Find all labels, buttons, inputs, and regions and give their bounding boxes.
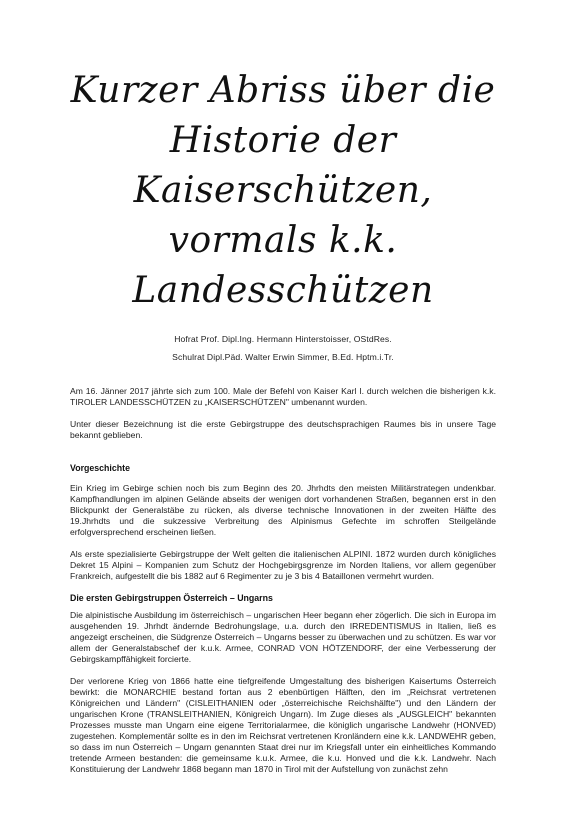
- body-paragraph: Ein Krieg im Gebirge schien noch bis zum Beginn des 20. Jhrhdts den meisten Militärstrategen undenkbar. Kampfhandlungen im alpinen Gelände abseits der wenigen dort vorhandenen Straßen, begannen erst in den Blickpunkt der Generalstäbe zu rücken, als diverse technische Innovationen in der zweiten Hälfte des 19.Jhrhdts und die sukzessive Verbreitung des Alpinismus Gefechte im schroffen Steilgelände erfolgversprechend erscheinen ließen.: [70, 483, 496, 537]
- body-paragraph: Der verlorene Krieg von 1866 hatte eine tiefgreifende Umgestaltung des bisherigen Kaisertums Österreich bewirkt: die MONARCHIE bestand fortan aus 2 ebenbürtigen Hälften, den im „Reichsrat vertretenen Königreichen und Ländern" (CISLEITHANIEN oder „österreichische Reichshälfte") und den Ländern der ungarischen Krone (TRANSLEITHANIEN, Königreich Ungarn). Im Zuge dieses als „AUSGLEICH" bekannten Prozesses musste man Ungarn eine eigene Territorialarmee, die königlich ungarische Landwehr (HONVED) zugestehen. Komplementär sollte es in den im Reichsrat vertretenen Kronländern eine k.k. LANDWEHR geben, so dass im nun Österreich – Ungarn genannten Staat drei nur im Kriegsfall unter ein einheitliches Kommando tretende Armeen bestanden: die gemeinsame k.u.k. Armee, die k.u. Honved und die k.k. Landwehr. Nach Konstituierung der Landwehr 1868 begann man 1870 in Tirol mit der Aufstellung von zunächst zehn: [70, 676, 496, 774]
- body-paragraph: Die alpinistische Ausbildung im österreichisch – ungarischen Heer begann eher zögerlich. Die sich in Europa im ausgehenden 19. Jhrhdt ändernde Bedrohungslage, u.a. durch den IRREDENTISMUS in Italien, ließ es angezeigt erscheinen, die Südgrenze Österreich – Ungarns besser zu überwachen und zu schützen. Es war vor allem der Generalstabschef der k.u.k. Armee, CONRAD VON HÖTZENDORF, der eine Verbesserung der Gebirgskampffähigkeit forcierte.: [70, 610, 496, 664]
- document-body: [70, 386, 496, 775]
- body-paragraph: Als erste spezialisierte Gebirgstruppe der Welt gelten die italienischen ALPINI. 1872 wurden durch königliches Dekret 15 Alpini – Kompanien zum Schutz der Hochgebirgsgrenze im Norden Italiens, vor allem gegenüber Frankreich, aufgestellt die bis 1882 auf 6 Regimenter zu je 3 bis 4 Bataillonen vermehrt wurden.: [70, 549, 496, 581]
- section-heading-gebirgstruppen: Die ersten Gebirgstruppen Österreich – Ungarns: [70, 593, 273, 603]
- intro-paragraph: Am 16. Jänner 2017 jährte sich zum 100. Male der Befehl von Kaiser Karl I. durch welchen die bisherigen k.k. TIROLER LANDESSCHÜTZEN zu „KAISERSCHÜTZEN" umbenannt wurden.: [70, 386, 496, 407]
- intro-paragraph: Unter dieser Bezeichnung ist die erste Gebirgstruppe des deutschsprachigen Raumes bis in unsere Tage bekannt geblieben.: [70, 419, 496, 440]
- section-heading-vorgeschichte: Vorgeschichte: [70, 463, 130, 473]
- document-title: Kurzer Abriss über die Historie der Kaiserschützen, vormals k.k. Landesschützen: [70, 70, 496, 311]
- author-line: Hofrat Prof. Dipl.Ing. Hermann Hinterstoisser, OStdRes.: [174, 334, 392, 344]
- author-line: Schulrat Dipl.Päd. Walter Erwin Simmer, B.Ed. Hptm.i.Tr.: [172, 352, 394, 362]
- author-block: [70, 330, 496, 366]
